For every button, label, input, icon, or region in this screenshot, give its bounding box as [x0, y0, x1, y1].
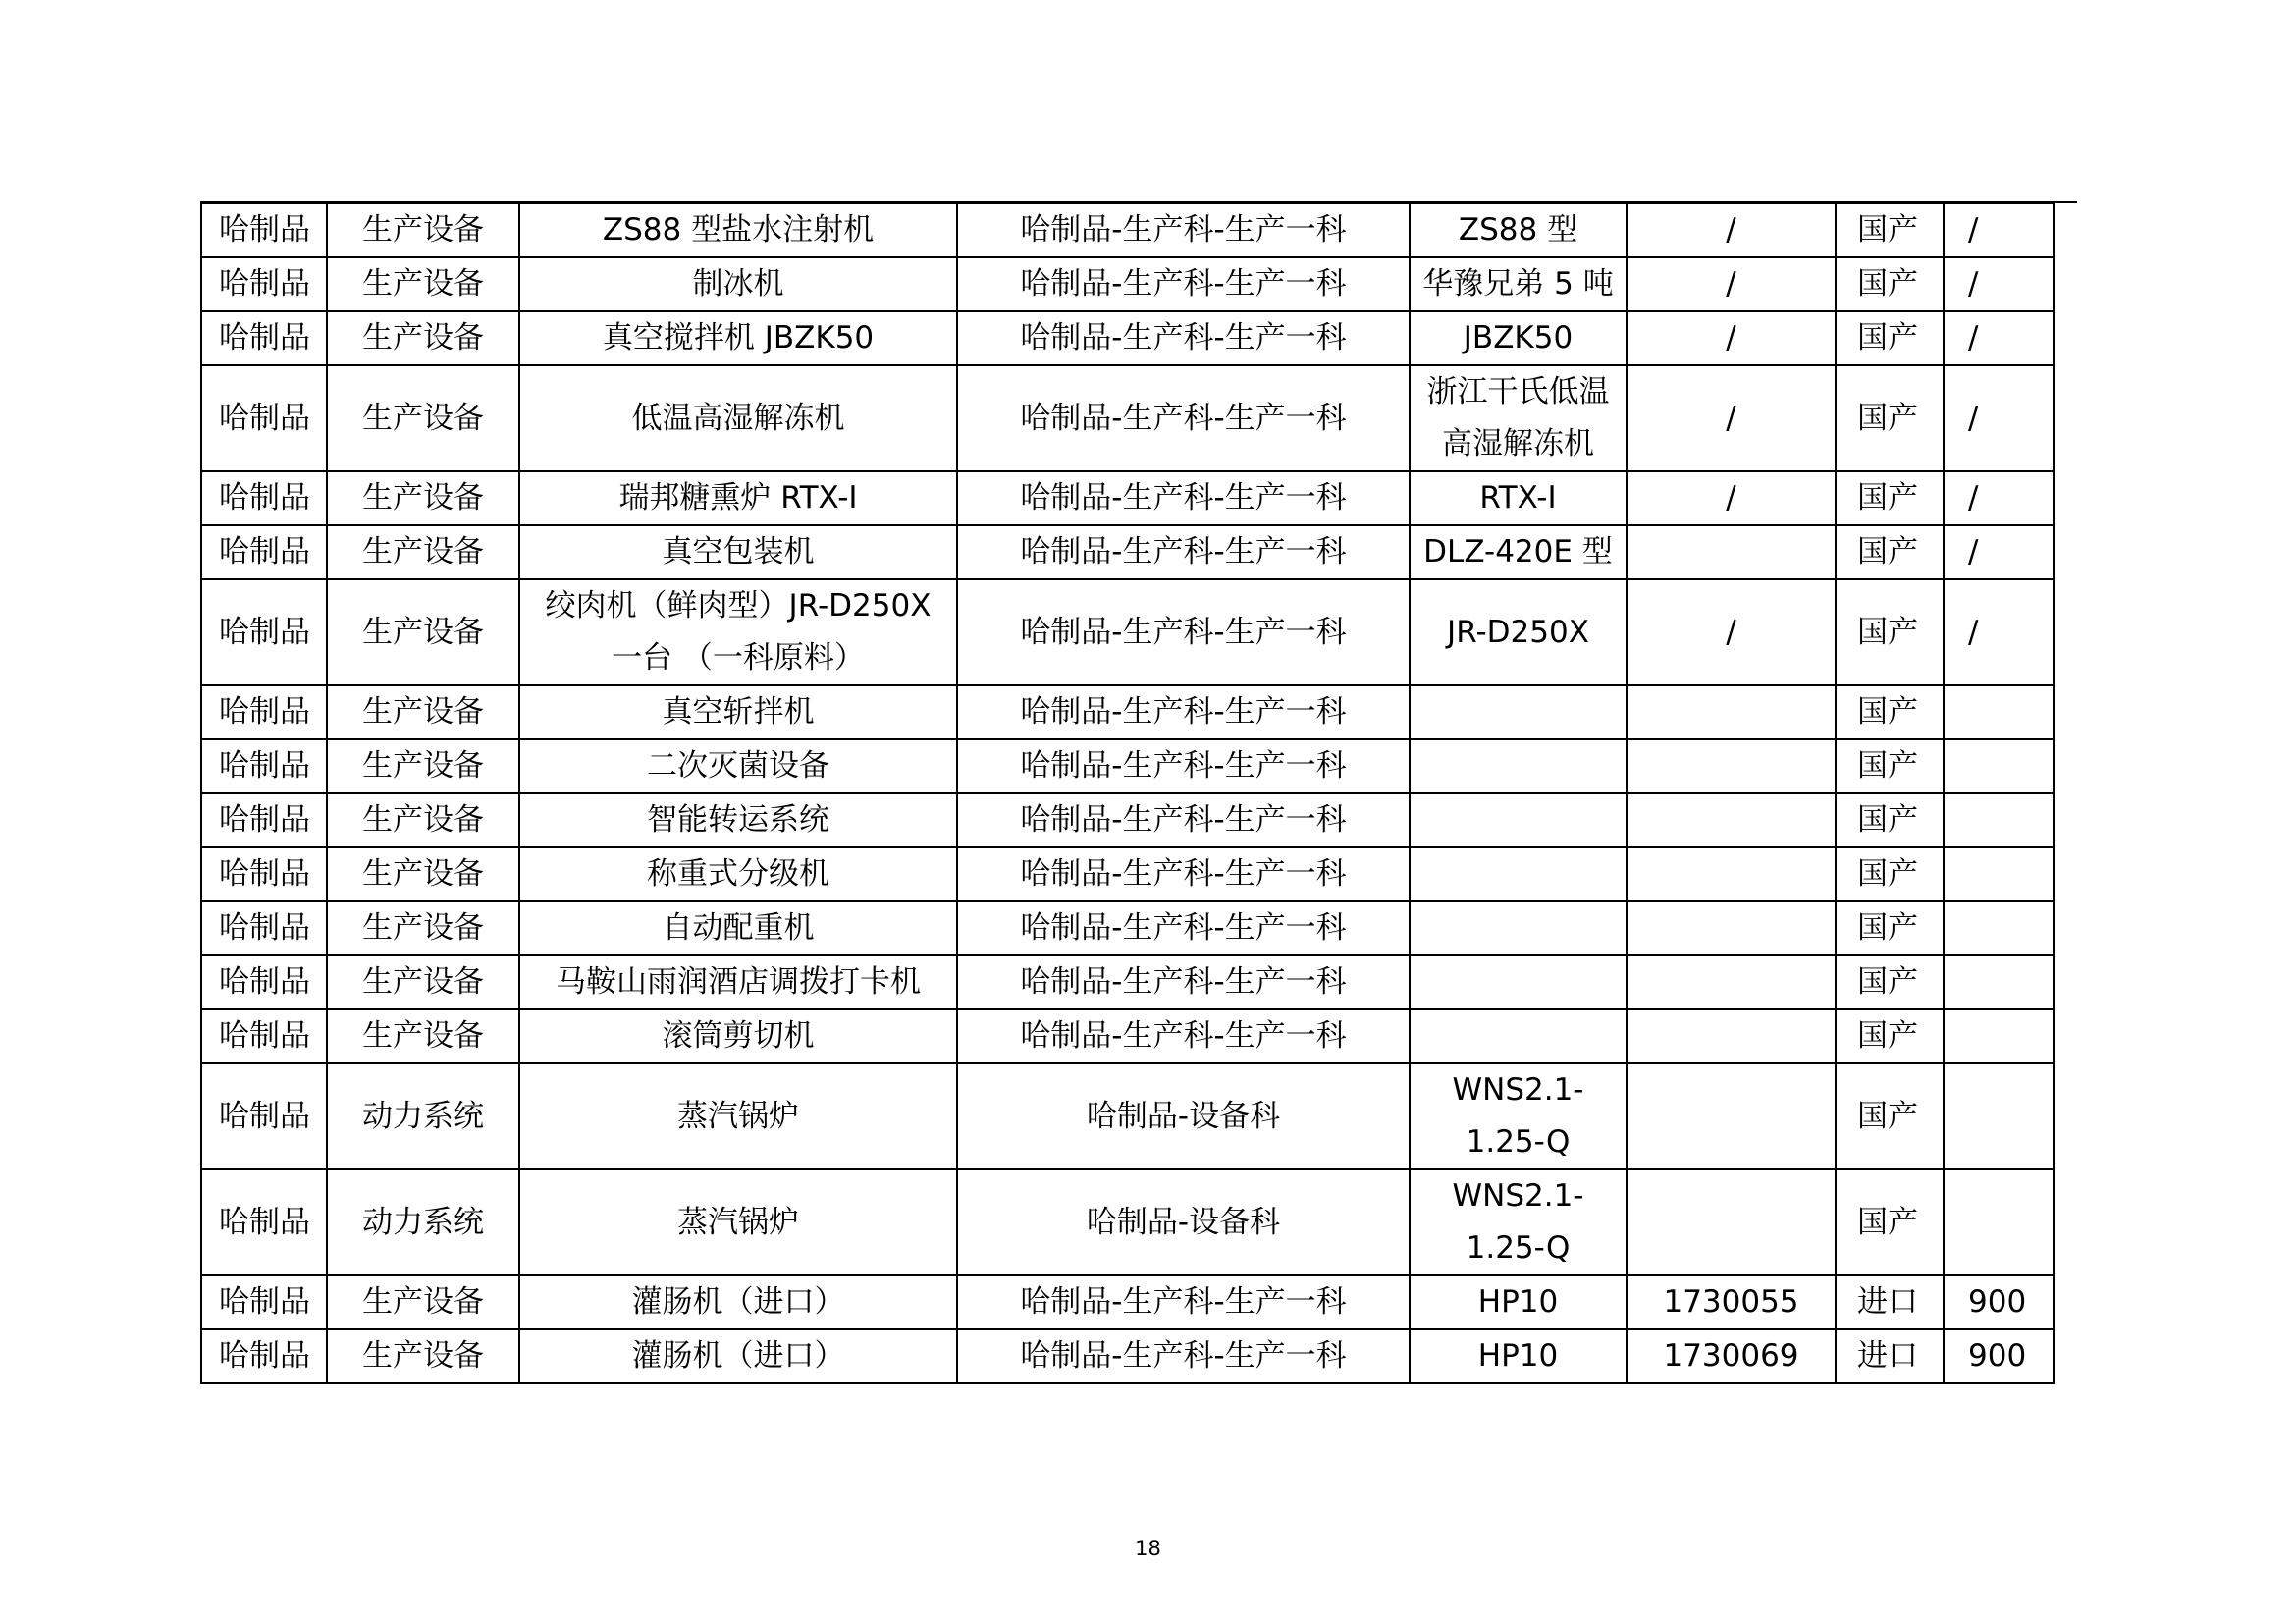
origin-cell: 国产 — [1836, 739, 1944, 793]
page-number: 18 — [1135, 1537, 1161, 1560]
department-cell: 哈制品-生产科-生产一科 — [957, 901, 1410, 955]
department-cell: 哈制品-生产科-生产一科 — [957, 579, 1410, 685]
department-cell: 哈制品-生产科-生产一科 — [957, 739, 1410, 793]
serial-number-cell: / — [1627, 311, 1836, 365]
company-cell: 哈制品 — [201, 1063, 327, 1169]
equipment-name-cell: 马鞍山雨润酒店调拨打卡机 — [519, 955, 957, 1009]
price-cell — [1944, 847, 2054, 901]
department-cell: 哈制品-设备科 — [957, 1063, 1410, 1169]
serial-number-cell — [1627, 525, 1836, 579]
serial-number-cell — [1627, 955, 1836, 1009]
equipment-name-cell: 低温高湿解冻机 — [519, 365, 957, 471]
company-cell: 哈制品 — [201, 471, 327, 525]
equipment-name-cell: ZS88 型盐水注射机 — [519, 203, 957, 257]
price-cell: / — [1944, 579, 2054, 685]
equipment-name-cell: 智能转运系统 — [519, 793, 957, 847]
model-line: WNS2.1- — [1452, 1072, 1584, 1108]
model-line: 高湿解冻机 — [1442, 426, 1594, 461]
category-cell: 生产设备 — [327, 1275, 519, 1329]
table-row — [201, 365, 2054, 471]
company-cell: 哈制品 — [201, 311, 327, 365]
serial-number-cell — [1627, 685, 1836, 739]
company-cell: 哈制品 — [201, 579, 327, 685]
serial-number-cell: 1730069 — [1627, 1329, 1836, 1383]
category-cell: 生产设备 — [327, 1009, 519, 1063]
origin-cell: 国产 — [1836, 685, 1944, 739]
origin-cell: 进口 — [1836, 1329, 1944, 1383]
company-cell: 哈制品 — [201, 1009, 327, 1063]
department-cell: 哈制品-生产科-生产一科 — [957, 955, 1410, 1009]
model-cell — [1410, 901, 1627, 955]
equipment-name-cell: 滚筒剪切机 — [519, 1009, 957, 1063]
department-cell: 哈制品-生产科-生产一科 — [957, 1009, 1410, 1063]
price-cell — [1944, 685, 2054, 739]
model-cell — [1410, 1169, 1627, 1275]
price-cell — [1944, 955, 2054, 1009]
table-row — [201, 203, 2054, 257]
category-cell: 动力系统 — [327, 1063, 519, 1169]
origin-cell: 国产 — [1836, 901, 1944, 955]
equipment-table — [200, 202, 2055, 1384]
department-cell: 哈制品-生产科-生产一科 — [957, 365, 1410, 471]
model-cell: HP10 — [1410, 1275, 1627, 1329]
department-cell: 哈制品-生产科-生产一科 — [957, 203, 1410, 257]
model-cell — [1410, 365, 1627, 471]
model-line: 1.25-Q — [1466, 1230, 1571, 1266]
table-row — [201, 1009, 2054, 1063]
price-cell: / — [1944, 471, 2054, 525]
serial-number-cell — [1627, 739, 1836, 793]
origin-cell: 国产 — [1836, 847, 1944, 901]
company-cell: 哈制品 — [201, 955, 327, 1009]
equipment-name-cell: 蒸汽锅炉 — [519, 1169, 957, 1275]
equipment-name-cell: 制冰机 — [519, 257, 957, 311]
model-cell: JR-D250X — [1410, 579, 1627, 685]
origin-cell: 国产 — [1836, 1063, 1944, 1169]
category-cell: 生产设备 — [327, 257, 519, 311]
equipment-name-cell: 自动配重机 — [519, 901, 957, 955]
equipment-name-cell: 真空包装机 — [519, 525, 957, 579]
category-cell: 动力系统 — [327, 1169, 519, 1275]
category-cell: 生产设备 — [327, 471, 519, 525]
category-cell: 生产设备 — [327, 365, 519, 471]
equipment-name-cell: 瑞邦糖熏炉 RTX-I — [519, 471, 957, 525]
serial-number-cell — [1627, 1009, 1836, 1063]
company-cell: 哈制品 — [201, 901, 327, 955]
price-cell — [1944, 793, 2054, 847]
model-cell — [1410, 1063, 1627, 1169]
serial-number-cell — [1627, 847, 1836, 901]
model-cell: ZS88 型 — [1410, 203, 1627, 257]
table-body — [201, 203, 2054, 1383]
company-cell: 哈制品 — [201, 257, 327, 311]
equipment-name-cell: 二次灭菌设备 — [519, 739, 957, 793]
table-row — [201, 847, 2054, 901]
table-row — [201, 739, 2054, 793]
model-cell — [1410, 955, 1627, 1009]
equipment-name-cell: 灌肠机（进口） — [519, 1329, 957, 1383]
category-cell: 生产设备 — [327, 1329, 519, 1383]
category-cell: 生产设备 — [327, 685, 519, 739]
table-row — [201, 955, 2054, 1009]
table-row — [201, 1329, 2054, 1383]
model-cell: RTX-I — [1410, 471, 1627, 525]
department-cell: 哈制品-生产科-生产一科 — [957, 847, 1410, 901]
company-cell: 哈制品 — [201, 739, 327, 793]
company-cell: 哈制品 — [201, 203, 327, 257]
model-line: 浙江干氏低温 — [1426, 374, 1610, 409]
model-cell — [1410, 685, 1627, 739]
category-cell: 生产设备 — [327, 203, 519, 257]
company-cell: 哈制品 — [201, 1169, 327, 1275]
origin-cell: 国产 — [1836, 793, 1944, 847]
serial-number-cell: / — [1627, 203, 1836, 257]
equipment-name-cell: 灌肠机（进口） — [519, 1275, 957, 1329]
department-cell: 哈制品-生产科-生产一科 — [957, 1329, 1410, 1383]
price-cell — [1944, 1009, 2054, 1063]
model-cell — [1410, 1009, 1627, 1063]
category-cell: 生产设备 — [327, 847, 519, 901]
category-cell: 生产设备 — [327, 579, 519, 685]
origin-cell: 国产 — [1836, 525, 1944, 579]
department-cell: 哈制品-生产科-生产一科 — [957, 685, 1410, 739]
category-cell: 生产设备 — [327, 901, 519, 955]
model-cell — [1410, 739, 1627, 793]
price-cell: / — [1944, 365, 2054, 471]
category-cell: 生产设备 — [327, 739, 519, 793]
table-row — [201, 471, 2054, 525]
department-cell: 哈制品-生产科-生产一科 — [957, 1275, 1410, 1329]
table-row — [201, 525, 2054, 579]
price-cell — [1944, 901, 2054, 955]
equipment-name-cell: 蒸汽锅炉 — [519, 1063, 957, 1169]
category-cell: 生产设备 — [327, 311, 519, 365]
equipment-name-line: 一台 （一科原料） — [612, 640, 865, 676]
origin-cell: 国产 — [1836, 203, 1944, 257]
price-cell: 900 — [1944, 1275, 2054, 1329]
company-cell: 哈制品 — [201, 525, 327, 579]
category-cell: 生产设备 — [327, 793, 519, 847]
serial-number-cell: / — [1627, 365, 1836, 471]
category-cell: 生产设备 — [327, 955, 519, 1009]
price-cell: / — [1944, 203, 2054, 257]
model-cell — [1410, 793, 1627, 847]
table-row — [201, 579, 2054, 685]
price-cell — [1944, 1169, 2054, 1275]
company-cell: 哈制品 — [201, 1275, 327, 1329]
serial-number-cell: / — [1627, 257, 1836, 311]
department-cell: 哈制品-生产科-生产一科 — [957, 793, 1410, 847]
equipment-name-cell — [519, 579, 957, 685]
table-row — [201, 1275, 2054, 1329]
price-cell — [1944, 739, 2054, 793]
model-cell — [1410, 847, 1627, 901]
price-cell: / — [1944, 257, 2054, 311]
serial-number-cell — [1627, 793, 1836, 847]
serial-number-cell — [1627, 1169, 1836, 1275]
table-row — [201, 1063, 2054, 1169]
origin-cell: 国产 — [1836, 311, 1944, 365]
serial-number-cell — [1627, 901, 1836, 955]
company-cell: 哈制品 — [201, 793, 327, 847]
model-line: WNS2.1- — [1452, 1178, 1584, 1214]
origin-cell: 国产 — [1836, 579, 1944, 685]
origin-cell: 国产 — [1836, 1169, 1944, 1275]
price-cell — [1944, 1063, 2054, 1169]
model-cell: 华豫兄弟 5 吨 — [1410, 257, 1627, 311]
department-cell: 哈制品-生产科-生产一科 — [957, 257, 1410, 311]
department-cell: 哈制品-生产科-生产一科 — [957, 311, 1410, 365]
table-row — [201, 311, 2054, 365]
serial-number-cell: / — [1627, 579, 1836, 685]
table-row — [201, 257, 2054, 311]
category-cell: 生产设备 — [327, 525, 519, 579]
equipment-name-cell: 真空搅拌机 JBZK50 — [519, 311, 957, 365]
price-cell: / — [1944, 311, 2054, 365]
company-cell: 哈制品 — [201, 1329, 327, 1383]
origin-cell: 国产 — [1836, 365, 1944, 471]
origin-cell: 国产 — [1836, 257, 1944, 311]
serial-number-cell: / — [1627, 471, 1836, 525]
model-cell: DLZ-420E 型 — [1410, 525, 1627, 579]
company-cell: 哈制品 — [201, 365, 327, 471]
origin-cell: 国产 — [1836, 471, 1944, 525]
table-row — [201, 685, 2054, 739]
department-cell: 哈制品-设备科 — [957, 1169, 1410, 1275]
equipment-name-cell: 真空斩拌机 — [519, 685, 957, 739]
serial-number-cell — [1627, 1063, 1836, 1169]
table-row — [201, 793, 2054, 847]
department-cell: 哈制品-生产科-生产一科 — [957, 471, 1410, 525]
company-cell: 哈制品 — [201, 847, 327, 901]
serial-number-cell: 1730055 — [1627, 1275, 1836, 1329]
model-cell: HP10 — [1410, 1329, 1627, 1383]
origin-cell: 进口 — [1836, 1275, 1944, 1329]
company-cell: 哈制品 — [201, 685, 327, 739]
price-cell: 900 — [1944, 1329, 2054, 1383]
price-cell: / — [1944, 525, 2054, 579]
model-cell: JBZK50 — [1410, 311, 1627, 365]
origin-cell: 国产 — [1836, 1009, 1944, 1063]
equipment-name-cell: 称重式分级机 — [519, 847, 957, 901]
model-line: 1.25-Q — [1466, 1124, 1571, 1160]
equipment-name-line: 绞肉机（鲜肉型）JR-D250X — [545, 588, 932, 623]
department-cell: 哈制品-生产科-生产一科 — [957, 525, 1410, 579]
table-row — [201, 901, 2054, 955]
table-row — [201, 1169, 2054, 1275]
origin-cell: 国产 — [1836, 955, 1944, 1009]
